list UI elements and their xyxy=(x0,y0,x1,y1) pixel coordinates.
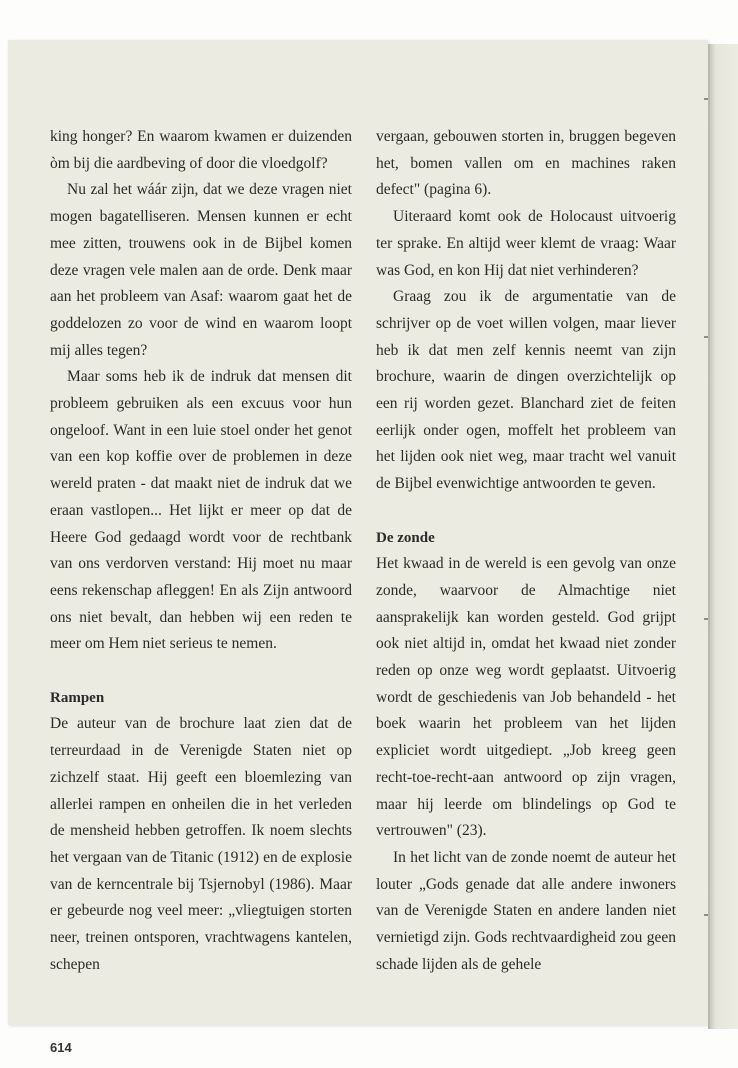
paragraph: Maar soms heb ik de indruk dat mensen dit probleem gebruiken als een excuus voor hun ongeloof. Want in een luie stoel onder het genot van een kop koffie over de problemen in deze wereld praten - dat maakt niet de indruk dat we eraan vastlopen... Het lijkt er meer op dat de Heere God gedaagd wordt voor de rechtbank van ons verdorven verstand: Hij moet nu maar eens rekenschap afleggen! En als Zijn antwoord ons niet bevalt, dan hebben wij een reden te meer om Hem niet serieus te nemen. xyxy=(50,368,352,653)
paragraph: vergaan, gebouwen storten in, bruggen begeven het, bomen vallen om en machines raken defect" (pagina 6). xyxy=(376,128,676,199)
paragraph: Graag zou ik de argumentatie van de schrijver op de voet willen volgen, maar liever heb ik dat men zelf kennis neemt van zijn brochure, waarin de dingen overzichtelijk op een rij worden gezet. Blanchard ziet de feiten eerlijk onder ogen, moffelt het probleem van het lijden ook niet weg, maar tracht wel vanuit de Bijbel evenwichtige antwoorden te geven. xyxy=(376,288,676,493)
paragraph: king honger? En waarom kwamen er duizenden òm bij die aardbeving of door die vloedgolf? xyxy=(50,128,352,172)
paragraph: Nu zal het wáár zijn, dat we deze vragen niet mogen bagatelliseren. Mensen kunnen er echt mee zitten, trouwens ook in de Bijbel komen deze vragen vele malen aan de orde. Denk maar aan het probleem van Asaf: waarom gaat het de goddelozen zo voor de wind en waarom loopt mij alles tegen? xyxy=(50,181,352,359)
edge-mark xyxy=(704,336,708,338)
edge-mark xyxy=(704,98,708,100)
paragraph: De auteur van de brochure laat zien dat de terreurdaad in de Verenigde Staten niet op zichzelf staat. Hij geeft een bloemlezing van allerlei rampen en onheilen die in het verleden de mensheid hebben getroffen. Ik noem slechts het vergaan van de Titanic (1912) en de explosie van de kerncentrale bij Tsjernobyl (1986). Maar er gebeurde nog veel meer: „vliegtuigen storten neer, treinen ontsporen, vrachtwagens kantelen, schepen xyxy=(50,715,352,973)
adjacent-page-edge xyxy=(710,44,738,1029)
left-column xyxy=(50,124,352,978)
paragraph: Uiteraard komt ook de Holocaust uitvoerig ter sprake. En altijd weer klemt de vraag: Waar was God, en kon Hij dat niet verhinderen? xyxy=(376,208,676,279)
book-page xyxy=(8,40,708,1055)
edge-mark xyxy=(704,618,708,620)
section-heading-zonde: De zonde xyxy=(376,529,435,546)
edge-mark xyxy=(704,914,708,916)
right-column xyxy=(376,124,676,978)
paragraph: In het licht van de zonde noemt de auteur het louter „Gods genade dat alle andere inwoners van de Verenigde Staten en andere landen niet vernietigd zijn. Gods rechtvaardigheid zou geen schade lijden als de gehele xyxy=(376,848,676,973)
paragraph: Het kwaad in de wereld is een gevolg van onze zonde, waarvoor de Almachtige niet aansprakelijk kan worden gesteld. God grijpt ook niet altijd in, omdat het kwaad niet zonder reden op onze weg wordt geplaatst. Uitvoerig wordt de geschiedenis van Job behandeld - het boek waarin het probleem van het lijden expliciet wordt uitgediept. „Job kreeg geen recht-toe-recht-aan antwoord op zijn vragen, maar hij leerde om blindelings op God te vertrouwen" (23). xyxy=(376,555,676,840)
section-heading-rampen: Rampen xyxy=(50,689,105,706)
page-number: 614 xyxy=(50,1040,72,1055)
